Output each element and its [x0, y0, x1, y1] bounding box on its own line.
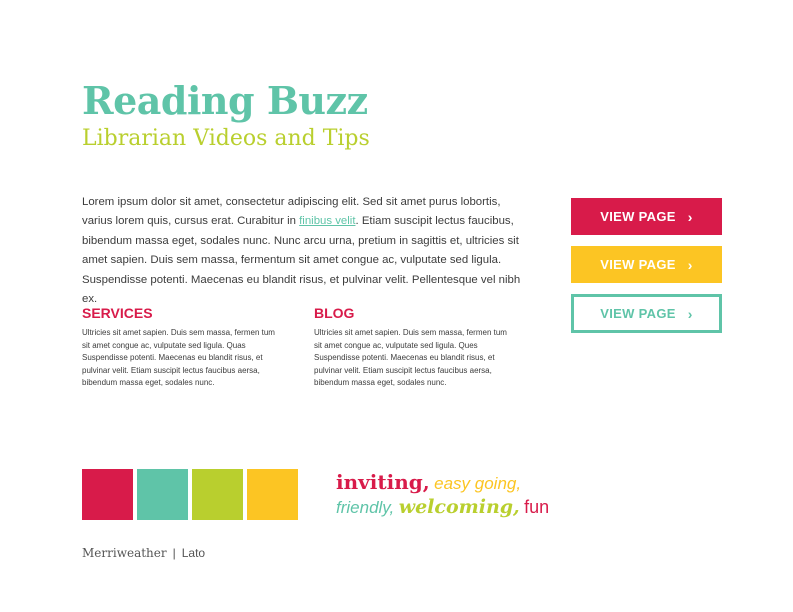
- page-title: Reading Buzz: [82, 78, 368, 123]
- view-page-button-red[interactable]: [571, 198, 722, 235]
- services-section: [82, 305, 282, 390]
- view-page-button-yellow[interactable]: [571, 246, 722, 283]
- intro-text-before: Lorem ipsum dolor sit amet, consectetur adipiscing elit. Sed sit amet purus lobortis, varius lorem quis, cursus erat. Curabitur in: [82, 196, 501, 228]
- page-subtitle: Librarian Videos and Tips: [82, 126, 370, 151]
- view-page-label: VIEW PAGE: [600, 209, 676, 224]
- font-primary: Merriweather: [82, 546, 167, 560]
- keyword-inviting: inviting,: [336, 470, 430, 494]
- services-heading: SERVICES: [82, 305, 153, 321]
- keyword-easy-going: easy going,: [434, 474, 522, 493]
- keyword-friendly: friendly,: [336, 498, 395, 517]
- font-pairing: [82, 546, 205, 560]
- color-palette: [82, 469, 302, 520]
- swatch-red: [82, 469, 133, 520]
- swatch-yellow: [247, 469, 298, 520]
- view-page-label: VIEW PAGE: [600, 306, 676, 321]
- font-separator: |: [172, 546, 176, 560]
- view-page-label: VIEW PAGE: [600, 257, 676, 272]
- swatch-lime: [192, 469, 243, 520]
- blog-heading: BLOG: [314, 305, 355, 321]
- view-page-button-outline[interactable]: [571, 294, 722, 333]
- font-secondary: Lato: [181, 546, 206, 560]
- intro-paragraph: [82, 193, 532, 309]
- keyword-fun: fun: [524, 497, 550, 517]
- chevron-right-icon: ›: [687, 256, 693, 273]
- swatch-teal: [137, 469, 188, 520]
- intro-text-after: . Etiam suscipit lectus faucibus, bibendum massa eget, sodales nunc. Nunc arcu urna, pretium in sagittis et, ultricies sit amet sapien. Duis sem massa, fermentum sit amet congue ac, vulputate sed ligula. Suspendisse potenti. Maecenas eu blandit risus, et pulvinar velit. Pellentesque vel nibh ex.: [82, 215, 521, 306]
- keyword-welcoming: welcoming,: [398, 496, 520, 518]
- chevron-right-icon: ›: [687, 305, 693, 322]
- finibus-link[interactable]: finibus velit: [299, 215, 356, 228]
- blog-section: [314, 305, 514, 390]
- blog-text: Ultricies sit amet sapien. Duis sem massa, fermen tum sit amet congue ac, vulputate sed ligula. Ques Suspendisse potenti. Maecenas eu blandit risus, et pulvinar velit. Etiam suscipit lectus faucibus aersa, bibendum massa eget, sodales nunc.: [314, 328, 507, 387]
- services-text: Ultricies sit amet sapien. Duis sem massa, fermen tum sit amet congue ac, vulputate sed ligula. Quas Suspendisse potenti. Maecenas eu blandit risus, et pulvinar velit. Etiam suscipit lectus faucibus aersa, bibendum massa eget, sodales nunc.: [82, 328, 275, 387]
- brand-keywords: [336, 470, 549, 518]
- chevron-right-icon: ›: [687, 208, 693, 225]
